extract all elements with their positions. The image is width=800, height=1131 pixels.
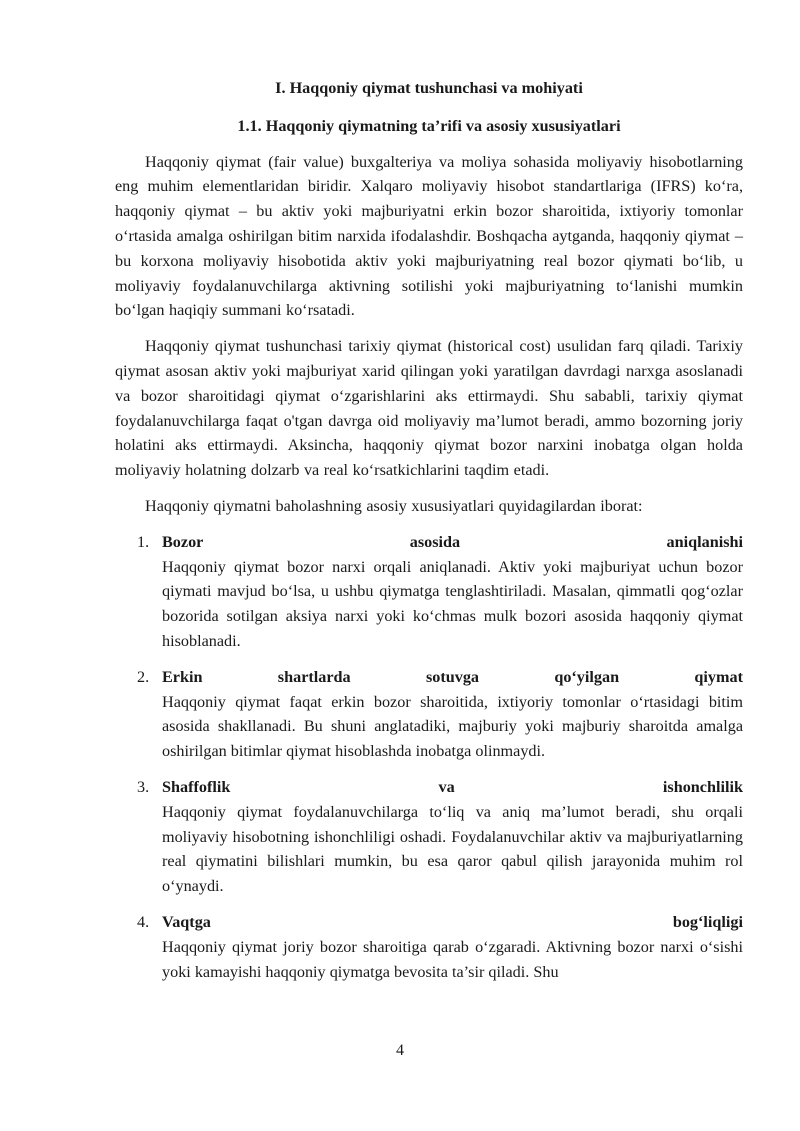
list-item-body: Haqqoniy qiymat foydalanuvchilarga to‘liq va aniq ma’lumot beradi, shu orqali moliyaviy hisobotning ishonchliligi oshadi. Foydalanuvchilar aktiv va majburiyatlarning real qiymatini bilishlari mumkin, bu esa qaror qabul qilish jarayonida muhim rol o‘ynaydi. — [162, 802, 743, 896]
title-word: Erkin — [162, 667, 203, 686]
chapter-heading: I. Haqqoniy qiymat tushunchasi va mohiyati — [275, 79, 583, 97]
title-word: Vaqtga — [162, 912, 211, 931]
list-item-number: 1. — [137, 532, 150, 551]
title-word: asosida — [409, 532, 461, 551]
list-item-title — [162, 665, 743, 690]
paragraph-historical-cost: Haqqoniy qiymat tushunchasi tarixiy qiymat (historical cost) usulidan farq qiladi. Tarixiy qiymat asosan aktiv yoki majburiyat xarid qilingan yoki yaratilgan davrdagi narxga asoslanadi va bozor sharoitidagi qiymat o‘zgarishlarini aks ettirmaydi. Shu sababli, tarixiy qiymat foydalanuvchilarga faqat o'tgan davrga oid moliyaviy ma’lumot beradi, ammo bozorning joriy holatini aks ettirmaydi. Aksincha, haqqoniy qiymat bozor narxini inobatga olgan holda moliyaviy holatning dolzarb va real ko‘rsatkichlarini taqdim etadi. — [115, 337, 743, 480]
title-word: qiymat — [694, 667, 743, 686]
title-word: bog‘liqligi — [672, 912, 743, 931]
list-item-number: 3. — [137, 777, 150, 796]
list-item-title — [162, 775, 743, 800]
features-list — [115, 530, 743, 985]
paragraph-features-intro: Haqqoniy qiymatni baholashning asosiy xususiyatlari quyidagilardan iborat: — [145, 496, 643, 515]
list-item — [115, 775, 743, 899]
list-item-title — [162, 910, 743, 935]
list-item — [115, 910, 743, 984]
list-item-body: Haqqoniy qiymat faqat erkin bozor sharoitida, ixtiyoriy tomonlar o‘rtasidagi bitim asosida shakllanadi. Bu shuni anglatadiki, majburiy yoki majburiy sharoitda amalga oshirilgan bitimlar qiymat hisoblashda inobatga olinmaydi. — [162, 692, 743, 761]
title-word: aniqlanishi — [666, 532, 743, 551]
list-item-body: Haqqoniy qiymat joriy bozor sharoitiga qarab o‘zgaradi. Aktivning bozor narxi o‘sishi yoki kamayishi haqqoniy qiymatga bevosita ta’sir qiladi. Shu — [162, 937, 743, 981]
title-word: qo‘yilgan — [554, 667, 620, 686]
list-item — [115, 530, 743, 654]
list-item-number: 2. — [137, 667, 150, 686]
title-word: Bozor — [162, 532, 204, 551]
title-word: shartlarda — [277, 667, 351, 686]
list-item-body: Haqqoniy qiymat bozor narxi orqali aniqlanadi. Aktiv yoki majburiyat uchun bozor qiymati mavjud bo‘lsa, u ushbu qiymatga tenglashtiriladi. Masalan, qimmatli qog‘ozlar bozorida sotilgan aksiya narxi yoki ko‘chmas mulk bozori asosida haqqoniy qiymat hisoblanadi. — [162, 557, 743, 650]
document-page — [115, 76, 743, 995]
title-word: sotuvga — [425, 667, 480, 686]
list-item-title — [162, 530, 743, 555]
list-item — [115, 665, 743, 764]
title-word: ishonchlilik — [662, 777, 743, 796]
section-heading: 1.1. Haqqoniy qiymatning ta’rifi va asosiy xususiyatlari — [237, 116, 621, 135]
page-number: 4 — [396, 1042, 404, 1059]
list-item-number: 4. — [137, 912, 150, 931]
paragraph-fair-value-definition: Haqqoniy qiymat (fair value) buxgalteriya va moliya sohasida moliyaviy hisobotlarning eng muhim elementlaridan biridir. Xalqaro moliyaviy hisobot standartlariga (IFRS) ko‘ra, haqqoniy qiymat – bu aktiv yoki majburiyatni erkin bozor sharoitida, ixtiyoriy tomonlar o‘rtasida amalga oshirilgan bitim narxida ifodalashdir. Boshqacha aytganda, haqqoniy qiymat – bu korxona moliyaviy hisobotida aktiv yoki majburiyatning real bozor qiymati bo‘lib, u moliyaviy foydalanuvchilarga aktivning sotilishi yoki majburiyatning to‘lanishi mumkin bo‘lgan haqiqiy summani ko‘rsatadi. — [115, 152, 743, 320]
title-word: va — [438, 777, 455, 796]
title-word: Shaffoflik — [162, 777, 231, 796]
